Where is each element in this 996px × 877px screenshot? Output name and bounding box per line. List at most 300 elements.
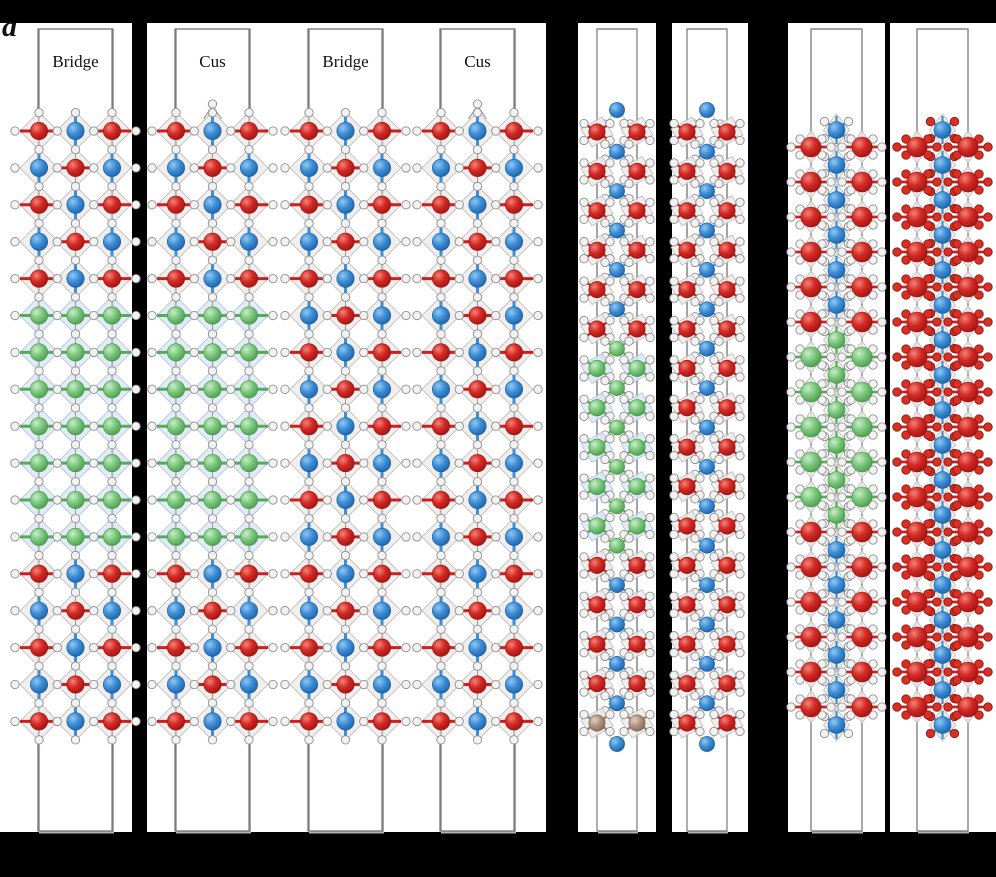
- oxygen-atom: [646, 198, 654, 206]
- blue-atom: [505, 454, 522, 471]
- red-atom: [958, 207, 978, 227]
- oxygen-atom: [305, 441, 313, 449]
- oxygen-atom: [670, 474, 678, 482]
- red-atom: [907, 627, 927, 647]
- blue-atom: [934, 717, 951, 734]
- blue-atom: [609, 617, 624, 632]
- oxygen-atom: [620, 671, 628, 679]
- oxygen-atom: [269, 717, 277, 725]
- blue-atom: [828, 157, 845, 174]
- oxygen-atom: [715, 416, 723, 424]
- oxygen-atom: [510, 293, 518, 301]
- oxygen-atom: [736, 671, 744, 679]
- oxygen-atom: [510, 219, 518, 227]
- oxygen-atom: [132, 459, 140, 467]
- red-atom: [629, 675, 645, 691]
- oxygen-atom: [670, 452, 678, 460]
- red-atom: [852, 697, 872, 717]
- oxygen-atom: [172, 477, 180, 485]
- blue-atom: [934, 542, 951, 559]
- green-atom: [240, 454, 257, 471]
- oxygen-atom: [620, 513, 628, 521]
- oxygen-atom: [227, 274, 235, 282]
- red-atom: [801, 242, 821, 262]
- blue-atom: [337, 713, 354, 730]
- red-atom: [103, 196, 120, 213]
- oxygen-atom: [323, 238, 331, 246]
- oxygen-atom: [269, 348, 277, 356]
- oxygen-atom: [838, 493, 846, 501]
- oxygen-atom: [413, 385, 421, 393]
- oxygen-atom: [90, 570, 98, 578]
- red-atom: [958, 382, 978, 402]
- oxygen-atom: [625, 416, 633, 424]
- oxygen-atom: [148, 496, 156, 504]
- red-atom: [679, 281, 695, 297]
- red-atom: [679, 242, 695, 258]
- oxygen-atom: [455, 607, 463, 615]
- oxygen-atom: [341, 514, 349, 522]
- oxygen-atom: [281, 348, 289, 356]
- oxygen-atom: [492, 496, 500, 504]
- blue-atom: [505, 307, 522, 324]
- oxygen-atom: [281, 201, 289, 209]
- red-atom: [67, 159, 84, 176]
- oxygen-atom: [710, 671, 718, 679]
- oxygen-atom: [625, 219, 633, 227]
- oxygen-atom: [580, 316, 588, 324]
- small-red-atom: [984, 458, 992, 466]
- oxygen-atom: [378, 662, 386, 670]
- oxygen-atom: [580, 119, 588, 127]
- oxygen-atom: [601, 298, 609, 306]
- oxygen-atom: [245, 625, 253, 633]
- oxygen-atom: [646, 159, 654, 167]
- blue-atom: [373, 528, 390, 545]
- oxygen-atom: [11, 311, 19, 319]
- red-atom: [907, 557, 927, 577]
- oxygen-atom: [341, 736, 349, 744]
- oxygen-atom: [646, 570, 654, 578]
- oxygen-atom: [620, 159, 628, 167]
- oxygen-atom: [378, 551, 386, 559]
- blue-atom: [432, 307, 449, 324]
- oxygen-atom: [670, 159, 678, 167]
- oxygen-atom: [715, 534, 723, 542]
- red-atom: [679, 518, 695, 534]
- red-atom: [589, 675, 605, 691]
- oxygen-atom: [148, 422, 156, 430]
- oxygen-atom: [413, 422, 421, 430]
- small-red-atom: [950, 729, 958, 737]
- small-red-atom: [944, 318, 952, 326]
- green-atom: [609, 538, 624, 553]
- oxygen-atom: [245, 477, 253, 485]
- oxygen-atom: [620, 727, 628, 735]
- small-red-atom: [933, 248, 941, 256]
- red-atom: [204, 602, 221, 619]
- red-atom: [801, 627, 821, 647]
- blue-atom: [373, 233, 390, 250]
- oxygen-atom: [696, 119, 704, 127]
- oxygen-atom: [190, 496, 198, 504]
- oxygen-atom: [108, 551, 116, 559]
- oxygen-atom: [305, 182, 313, 190]
- blue-atom: [934, 682, 951, 699]
- small-red-atom: [944, 353, 952, 361]
- red-atom: [469, 676, 486, 693]
- blue-atom: [300, 159, 317, 176]
- green-atom: [240, 344, 257, 361]
- oxygen-atom: [35, 367, 43, 375]
- oxygen-atom: [736, 609, 744, 617]
- red-atom: [300, 713, 317, 730]
- oxygen-atom: [341, 108, 349, 116]
- oxygen-atom: [190, 164, 198, 172]
- small-red-atom: [893, 633, 901, 641]
- small-red-atom: [893, 458, 901, 466]
- small-red-atom: [984, 633, 992, 641]
- red-atom: [432, 196, 449, 213]
- oxygen-atom: [90, 348, 98, 356]
- oxygen-atom: [190, 607, 198, 615]
- green-atom: [240, 528, 257, 545]
- red-atom: [958, 172, 978, 192]
- oxygen-atom: [787, 283, 795, 291]
- red-atom: [469, 381, 486, 398]
- oxygen-atom: [378, 477, 386, 485]
- blue-atom: [432, 159, 449, 176]
- red-atom: [103, 639, 120, 656]
- red-atom: [373, 639, 390, 656]
- oxygen-atom: [580, 255, 588, 263]
- small-red-atom: [984, 213, 992, 221]
- oxygen-atom: [35, 625, 43, 633]
- oxygen-atom: [341, 219, 349, 227]
- blue-atom: [167, 233, 184, 250]
- green-atom: [828, 367, 845, 384]
- red-atom: [505, 639, 522, 656]
- small-red-atom: [893, 388, 901, 396]
- oxygen-atom: [827, 563, 835, 571]
- oxygen-atom: [437, 219, 445, 227]
- red-atom: [958, 557, 978, 577]
- small-red-atom: [984, 318, 992, 326]
- blue-atom: [373, 159, 390, 176]
- oxygen-atom: [625, 258, 633, 266]
- oxygen-atom: [710, 198, 718, 206]
- oxygen-atom: [208, 441, 216, 449]
- blue-atom: [699, 420, 714, 435]
- red-atom: [505, 122, 522, 139]
- oxygen-atom: [90, 164, 98, 172]
- oxygen-atom: [227, 459, 235, 467]
- small-red-atom: [933, 668, 941, 676]
- red-atom: [67, 676, 84, 693]
- oxygen-atom: [281, 459, 289, 467]
- oxygen-atom: [696, 395, 704, 403]
- green-atom: [30, 454, 47, 471]
- oxygen-atom: [606, 198, 614, 206]
- oxygen-atom: [878, 318, 886, 326]
- oxygen-atom: [132, 607, 140, 615]
- red-atom: [719, 478, 735, 494]
- oxygen-atom: [492, 311, 500, 319]
- oxygen-atom: [715, 337, 723, 345]
- red-atom: [719, 715, 735, 731]
- oxygen-atom: [696, 592, 704, 600]
- oxygen-atom: [710, 395, 718, 403]
- oxygen-atom: [827, 318, 835, 326]
- oxygen-atom: [341, 588, 349, 596]
- oxygen-atom: [580, 198, 588, 206]
- small-red-atom: [893, 423, 901, 431]
- oxygen-atom: [53, 201, 61, 209]
- oxygen-atom: [606, 159, 614, 167]
- red-atom: [469, 307, 486, 324]
- oxygen-atom: [148, 385, 156, 393]
- small-red-atom: [944, 143, 952, 151]
- oxygen-atom: [378, 182, 386, 190]
- oxygen-atom: [132, 274, 140, 282]
- oxygen-atom: [670, 136, 678, 144]
- green-atom: [801, 382, 821, 402]
- oxygen-atom: [305, 219, 313, 227]
- oxygen-atom: [378, 514, 386, 522]
- red-atom: [432, 713, 449, 730]
- red-atom: [852, 242, 872, 262]
- red-atom: [469, 528, 486, 545]
- small-red-atom: [933, 213, 941, 221]
- red-atom: [907, 312, 927, 332]
- oxygen-atom: [736, 474, 744, 482]
- red-atom: [958, 592, 978, 612]
- oxygen-atom: [838, 633, 846, 641]
- red-atom: [719, 400, 735, 416]
- green-atom: [240, 381, 257, 398]
- oxygen-atom: [11, 717, 19, 725]
- oxygen-atom: [878, 633, 886, 641]
- oxygen-atom: [245, 441, 253, 449]
- red-atom: [589, 242, 605, 258]
- blue-atom: [609, 184, 624, 199]
- site-label-cus-2: Cus: [464, 52, 491, 71]
- red-atom: [240, 713, 257, 730]
- oxygen-atom: [172, 145, 180, 153]
- oxygen-atom: [455, 164, 463, 172]
- oxygen-atom: [878, 353, 886, 361]
- red-atom: [719, 281, 735, 297]
- oxygen-atom: [736, 452, 744, 460]
- red-atom: [907, 207, 927, 227]
- oxygen-atom: [53, 164, 61, 172]
- oxygen-atom: [455, 348, 463, 356]
- oxygen-atom: [838, 388, 846, 396]
- blue-atom: [934, 402, 951, 419]
- oxygen-atom: [691, 416, 699, 424]
- oxygen-atom: [269, 274, 277, 282]
- oxygen-atom: [71, 293, 79, 301]
- red-atom: [801, 207, 821, 227]
- oxygen-atom: [190, 127, 198, 135]
- oxygen-atom: [455, 385, 463, 393]
- oxygen-atom: [132, 422, 140, 430]
- oxygen-atom: [827, 598, 835, 606]
- oxygen-atom: [736, 333, 744, 341]
- blue-atom: [30, 676, 47, 693]
- oxygen-atom: [227, 201, 235, 209]
- oxygen-atom: [620, 592, 628, 600]
- red-atom: [373, 344, 390, 361]
- oxygen-atom: [736, 632, 744, 640]
- blue-atom: [469, 270, 486, 287]
- oxygen-atom: [378, 145, 386, 153]
- oxygen-atom: [601, 258, 609, 266]
- oxygen-atom: [341, 367, 349, 375]
- green-atom: [67, 307, 84, 324]
- small-red-atom: [893, 563, 901, 571]
- oxygen-atom: [606, 395, 614, 403]
- oxygen-atom: [245, 662, 253, 670]
- oxygen-atom: [838, 353, 846, 361]
- oxygen-atom: [510, 256, 518, 264]
- oxygen-atom: [736, 727, 744, 735]
- oxygen-atom: [691, 219, 699, 227]
- oxygen-atom: [227, 570, 235, 578]
- small-red-atom: [984, 388, 992, 396]
- oxygen-atom: [402, 348, 410, 356]
- oxygen-atom: [323, 348, 331, 356]
- small-red-atom: [984, 178, 992, 186]
- oxygen-atom: [90, 459, 98, 467]
- oxygen-atom: [696, 316, 704, 324]
- oxygen-atom: [691, 495, 699, 503]
- oxygen-atom: [413, 570, 421, 578]
- oxygen-atom: [208, 588, 216, 596]
- blue-atom: [934, 122, 951, 139]
- small-red-atom: [944, 283, 952, 291]
- oxygen-atom: [90, 717, 98, 725]
- blue-atom: [699, 341, 714, 356]
- blue-atom: [432, 528, 449, 545]
- oxygen-atom: [402, 164, 410, 172]
- oxygen-atom: [437, 145, 445, 153]
- oxygen-atom: [341, 182, 349, 190]
- oxygen-atom: [492, 201, 500, 209]
- oxygen-atom: [878, 143, 886, 151]
- oxygen-atom: [378, 625, 386, 633]
- oxygen-atom: [305, 588, 313, 596]
- blue-atom: [204, 196, 221, 213]
- panel-a-letter: a: [2, 10, 17, 43]
- oxygen-atom: [670, 727, 678, 735]
- oxygen-atom: [710, 592, 718, 600]
- oxygen-atom: [601, 573, 609, 581]
- green-atom: [589, 478, 605, 494]
- oxygen-atom: [360, 201, 368, 209]
- blue-atom: [934, 577, 951, 594]
- red-atom: [719, 360, 735, 376]
- red-atom: [103, 270, 120, 287]
- oxygen-atom: [269, 164, 277, 172]
- oxygen-atom: [646, 238, 654, 246]
- oxygen-atom: [208, 514, 216, 522]
- blue-atom: [337, 565, 354, 582]
- oxygen-atom: [227, 422, 235, 430]
- oxygen-atom: [402, 238, 410, 246]
- oxygen-atom: [360, 496, 368, 504]
- oxygen-atom: [601, 455, 609, 463]
- oxygen-atom: [378, 404, 386, 412]
- oxygen-atom: [305, 404, 313, 412]
- red-atom: [469, 233, 486, 250]
- oxygen-atom: [715, 219, 723, 227]
- oxygen-atom: [437, 662, 445, 670]
- green-atom: [30, 344, 47, 361]
- oxygen-atom: [172, 108, 180, 116]
- blue-atom: [828, 192, 845, 209]
- green-atom: [103, 491, 120, 508]
- oxygen-atom: [455, 311, 463, 319]
- oxygen-atom: [473, 100, 481, 108]
- oxygen-atom: [148, 459, 156, 467]
- oxygen-atom: [90, 607, 98, 615]
- red-atom: [958, 312, 978, 332]
- small-red-atom: [933, 598, 941, 606]
- red-atom: [629, 321, 645, 337]
- oxygen-atom: [787, 668, 795, 676]
- oxygen-atom: [736, 198, 744, 206]
- oxygen-atom: [71, 330, 79, 338]
- red-atom: [679, 360, 695, 376]
- oxygen-atom: [715, 613, 723, 621]
- oxygen-atom: [455, 533, 463, 541]
- oxygen-atom: [208, 182, 216, 190]
- oxygen-atom: [378, 330, 386, 338]
- blue-atom: [337, 491, 354, 508]
- oxygen-atom: [71, 551, 79, 559]
- small-red-atom: [893, 353, 901, 361]
- oxygen-atom: [402, 680, 410, 688]
- red-atom: [907, 172, 927, 192]
- oxygen-atom: [646, 373, 654, 381]
- red-atom: [958, 662, 978, 682]
- oxygen-atom: [108, 514, 116, 522]
- green-atom: [103, 418, 120, 435]
- blue-atom: [469, 196, 486, 213]
- green-atom: [609, 499, 624, 514]
- oxygen-atom: [172, 662, 180, 670]
- oxygen-atom: [413, 496, 421, 504]
- green-atom: [801, 417, 821, 437]
- oxygen-atom: [736, 373, 744, 381]
- oxygen-atom: [455, 422, 463, 430]
- small-red-atom: [893, 493, 901, 501]
- oxygen-atom: [620, 198, 628, 206]
- red-atom: [719, 675, 735, 691]
- green-atom: [589, 400, 605, 416]
- blue-atom: [609, 262, 624, 277]
- oxygen-atom: [646, 136, 654, 144]
- oxygen-atom: [245, 145, 253, 153]
- small-red-atom: [933, 318, 941, 326]
- oxygen-atom: [172, 330, 180, 338]
- oxygen-atom: [53, 680, 61, 688]
- oxygen-atom: [646, 688, 654, 696]
- oxygen-atom: [108, 145, 116, 153]
- green-atom: [103, 307, 120, 324]
- oxygen-atom: [245, 293, 253, 301]
